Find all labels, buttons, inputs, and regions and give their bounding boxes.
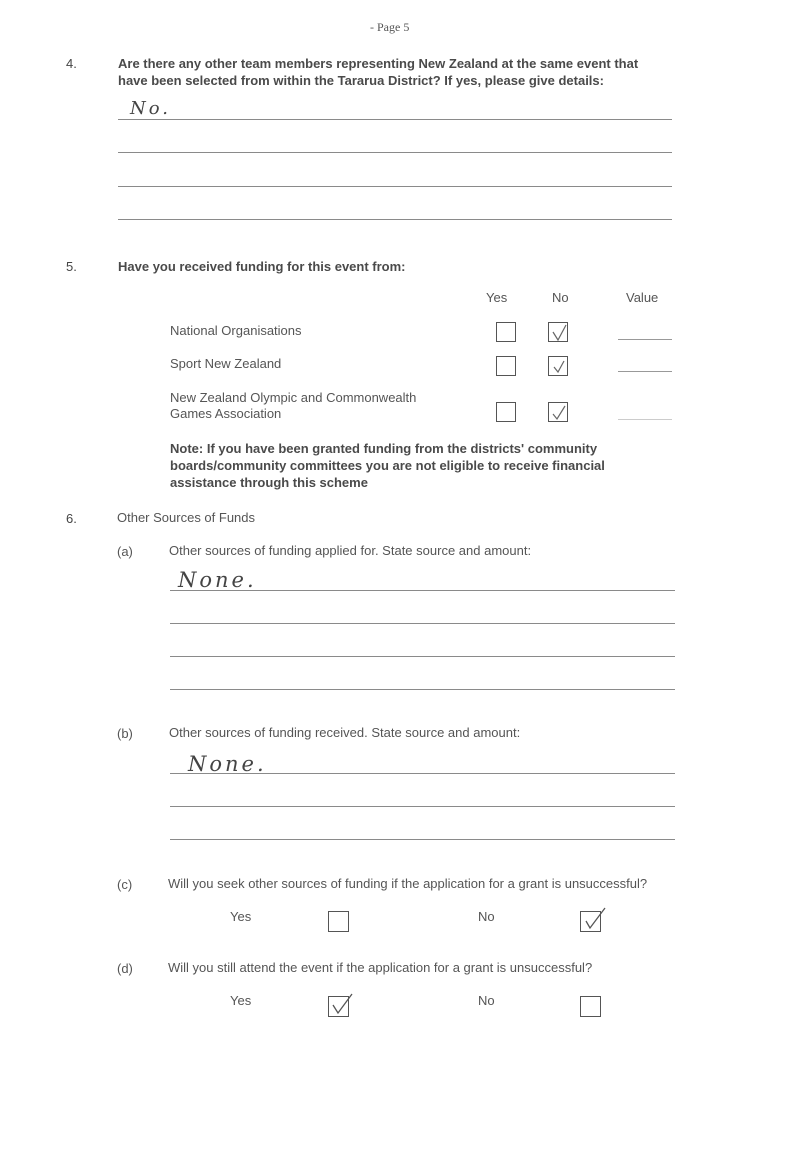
answer-line[interactable] (118, 186, 672, 187)
sub-question-c-yes-label: Yes (230, 909, 252, 924)
checkmark-icon (580, 906, 606, 932)
column-header-value: Value (626, 290, 659, 305)
question-6-number: 6. (66, 511, 77, 526)
question-4-handwritten-answer: No. (130, 98, 171, 119)
yes-checkbox[interactable] (496, 356, 516, 376)
answer-line[interactable] (170, 689, 675, 690)
sub-question-a-text: Other sources of funding applied for. State source and amount: (169, 543, 532, 558)
question-5-number: 5. (66, 259, 77, 274)
sub-question-b-handwritten-answer: None. (188, 752, 267, 776)
sub-question-d-yes-label: Yes (230, 993, 252, 1008)
column-header-no: No (552, 290, 569, 305)
note-line1: Note: If you have been granted funding from the districts' community (170, 441, 598, 456)
sub-question-a-label: (a) (117, 544, 133, 559)
funding-source-label: National Organisations (170, 323, 302, 338)
checkmark-icon (549, 323, 569, 343)
funding-source-label: Sport New Zealand (170, 356, 282, 371)
yes-checkbox[interactable] (328, 911, 349, 932)
checkmark-icon (328, 991, 354, 1017)
checkmark-icon (549, 357, 569, 377)
value-field[interactable] (618, 371, 672, 372)
answer-line[interactable] (170, 773, 675, 774)
column-header-yes: Yes (486, 290, 508, 305)
answer-line[interactable] (118, 219, 672, 220)
sub-question-a-handwritten-answer: None. (178, 568, 257, 592)
note-line3: assistance through this scheme (170, 475, 368, 490)
sub-question-d-no-label: No (478, 993, 495, 1008)
answer-line[interactable] (170, 656, 675, 657)
funding-source-label-line2: Games Association (170, 406, 282, 421)
value-field[interactable] (618, 339, 672, 340)
question-4-text-line1: Are there any other team members representing New Zealand at the same event that (118, 56, 639, 71)
answer-line[interactable] (118, 119, 672, 120)
page-number: - Page 5 (370, 20, 410, 34)
yes-checkbox[interactable] (496, 402, 516, 422)
no-checkbox-checked[interactable] (548, 356, 568, 376)
value-field[interactable] (618, 419, 672, 420)
sub-question-d-label: (d) (117, 961, 133, 976)
no-checkbox-checked[interactable] (548, 322, 568, 342)
question-4-number: 4. (66, 56, 77, 71)
answer-line[interactable] (170, 590, 675, 591)
question-4-text-line2: have been selected from within the Tararua District? If yes, please give details: (118, 73, 604, 88)
question-5-text: Have you received funding for this event from: (118, 259, 406, 274)
note-line2: boards/community committees you are not eligible to receive financial (170, 458, 605, 473)
answer-line[interactable] (170, 623, 675, 624)
sub-question-b-text: Other sources of funding received. State source and amount: (169, 725, 521, 740)
yes-checkbox[interactable] (496, 322, 516, 342)
sub-question-b-label: (b) (117, 726, 133, 741)
sub-question-c-text: Will you seek other sources of funding if the application for a grant is unsuccessful? (168, 876, 648, 891)
sub-question-c-label: (c) (117, 877, 133, 892)
no-checkbox-checked[interactable] (548, 402, 568, 422)
answer-line[interactable] (170, 839, 675, 840)
question-6-title: Other Sources of Funds (117, 510, 256, 525)
yes-checkbox-checked[interactable] (328, 996, 349, 1017)
answer-line[interactable] (118, 152, 672, 153)
sub-question-c-no-label: No (478, 909, 495, 924)
no-checkbox-checked[interactable] (580, 911, 601, 932)
checkmark-icon (549, 403, 569, 423)
sub-question-d-text: Will you still attend the event if the application for a grant is unsuccessful? (168, 960, 593, 975)
no-checkbox[interactable] (580, 996, 601, 1017)
funding-source-label-line1: New Zealand Olympic and Commonwealth (170, 390, 417, 405)
answer-line[interactable] (170, 806, 675, 807)
